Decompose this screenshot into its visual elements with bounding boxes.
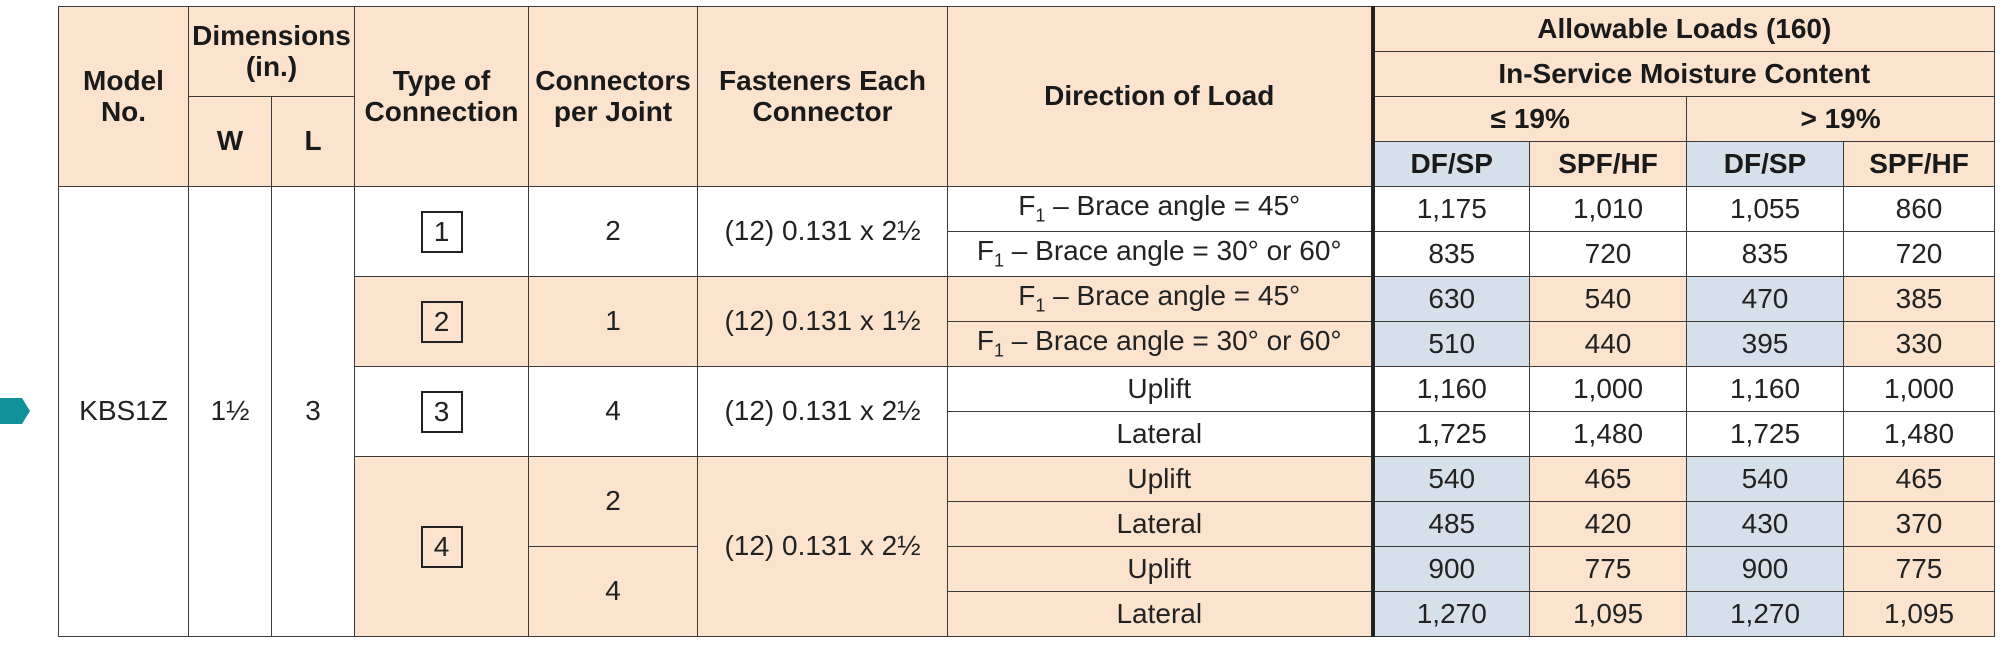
header-dimensions: Dimensions (in.) — [189, 7, 355, 97]
fasteners-cell: (12) 0.131 x 1½ — [698, 277, 948, 367]
direction-text: Uplift — [1127, 372, 1192, 404]
load-dfsp-le19: 1,725 — [1373, 412, 1530, 457]
direction-cell — [948, 457, 1373, 502]
header-allowable-loads: Allowable Loads (160) — [1373, 7, 1995, 52]
load-dfsp-gt19: 540 — [1687, 457, 1844, 502]
connection-type-box: 1 — [421, 211, 463, 253]
connection-type-cell — [355, 367, 529, 457]
load-spfhf-gt19: 775 — [1844, 547, 1995, 592]
load-dfsp-le19: 510 — [1373, 322, 1530, 367]
load-spfhf-gt19: 465 — [1844, 457, 1995, 502]
load-dfsp-gt19: 470 — [1687, 277, 1844, 322]
load-spfhf-gt19: 720 — [1844, 232, 1995, 277]
direction-cell — [948, 322, 1373, 367]
force-symbol: F — [1018, 280, 1036, 312]
load-dfsp-gt19: 900 — [1687, 547, 1844, 592]
header-spfhf-le19: SPF/HF — [1530, 142, 1687, 187]
connectors-cell: 2 — [529, 457, 698, 547]
table-row — [59, 187, 1995, 232]
direction-text: Lateral — [1116, 597, 1203, 629]
load-spfhf-le19: 440 — [1530, 322, 1687, 367]
direction-cell — [948, 367, 1373, 412]
header-w: W — [189, 97, 272, 187]
allowable-loads-table — [58, 6, 1995, 637]
force-subscript: 1 — [1035, 295, 1046, 316]
header-spfhf-gt19: SPF/HF — [1844, 142, 1995, 187]
direction-cell — [948, 592, 1373, 637]
header-l: L — [272, 97, 355, 187]
direction-text: – Brace angle = 45° — [1045, 280, 1301, 312]
direction-text: Lateral — [1116, 417, 1203, 449]
force-subscript: 1 — [994, 250, 1005, 271]
load-dfsp-le19: 1,160 — [1373, 367, 1530, 412]
load-spfhf-gt19: 1,095 — [1844, 592, 1995, 637]
load-spfhf-gt19: 1,000 — [1844, 367, 1995, 412]
connection-type-cell — [355, 277, 529, 367]
force-symbol: F — [976, 235, 994, 267]
connectors-cell: 4 — [529, 367, 698, 457]
header-dfsp-le19: DF/SP — [1373, 142, 1530, 187]
load-spfhf-le19: 775 — [1530, 547, 1687, 592]
force-subscript: 1 — [994, 340, 1005, 361]
load-dfsp-le19: 485 — [1373, 502, 1530, 547]
connection-type-cell — [355, 457, 529, 637]
fasteners-cell: (12) 0.131 x 2½ — [698, 367, 948, 457]
connection-type-box: 3 — [421, 391, 463, 433]
length-cell: 3 — [272, 187, 355, 637]
load-spfhf-le19: 720 — [1530, 232, 1687, 277]
connectors-cell: 1 — [529, 277, 698, 367]
header-type-of-connection: Type of Connection — [355, 7, 529, 187]
model-cell: KBS1Z — [59, 187, 189, 637]
direction-cell — [948, 547, 1373, 592]
load-dfsp-gt19: 1,160 — [1687, 367, 1844, 412]
load-dfsp-le19: 900 — [1373, 547, 1530, 592]
fasteners-cell: (12) 0.131 x 2½ — [698, 187, 948, 277]
connection-type-box: 2 — [421, 301, 463, 343]
load-dfsp-gt19: 1,055 — [1687, 187, 1844, 232]
header-direction-of-load: Direction of Load — [948, 7, 1373, 187]
header-model: Model No. — [59, 7, 189, 187]
direction-cell — [948, 232, 1373, 277]
load-dfsp-gt19: 1,270 — [1687, 592, 1844, 637]
table-body — [59, 187, 1995, 637]
load-dfsp-le19: 540 — [1373, 457, 1530, 502]
header-connectors-per-joint: Connectors per Joint — [529, 7, 698, 187]
load-dfsp-le19: 630 — [1373, 277, 1530, 322]
load-spfhf-gt19: 1,480 — [1844, 412, 1995, 457]
direction-text: Lateral — [1116, 507, 1203, 539]
load-dfsp-gt19: 395 — [1687, 322, 1844, 367]
load-spfhf-gt19: 370 — [1844, 502, 1995, 547]
direction-text: Uplift — [1127, 552, 1192, 584]
fasteners-cell: (12) 0.131 x 2½ — [698, 457, 948, 637]
header-fasteners: Fasteners Each Connector — [698, 7, 948, 187]
force-symbol: F — [1018, 190, 1036, 222]
load-spfhf-gt19: 860 — [1844, 187, 1995, 232]
load-spfhf-gt19: 330 — [1844, 322, 1995, 367]
load-dfsp-le19: 1,175 — [1373, 187, 1530, 232]
direction-cell — [948, 187, 1373, 232]
load-spfhf-le19: 540 — [1530, 277, 1687, 322]
row-pointer-arrow-icon — [0, 396, 30, 426]
force-symbol: F — [976, 325, 994, 357]
load-dfsp-gt19: 1,725 — [1687, 412, 1844, 457]
load-dfsp-gt19: 430 — [1687, 502, 1844, 547]
direction-text: Uplift — [1127, 462, 1192, 494]
force-subscript: 1 — [1035, 205, 1046, 226]
connection-type-cell — [355, 187, 529, 277]
connection-type-box: 4 — [421, 526, 463, 568]
header-moisture-content: In-Service Moisture Content — [1373, 52, 1995, 97]
load-spfhf-gt19: 385 — [1844, 277, 1995, 322]
load-dfsp-le19: 835 — [1373, 232, 1530, 277]
header-gt-19: > 19% — [1687, 97, 1995, 142]
load-spfhf-le19: 420 — [1530, 502, 1687, 547]
direction-text: – Brace angle = 30° or 60° — [1004, 235, 1342, 267]
header-dfsp-gt19: DF/SP — [1687, 142, 1844, 187]
load-spfhf-le19: 1,095 — [1530, 592, 1687, 637]
width-cell: 1½ — [189, 187, 272, 637]
connectors-cell: 4 — [529, 547, 698, 637]
direction-text: – Brace angle = 45° — [1045, 190, 1301, 222]
header-le-19: ≤ 19% — [1373, 97, 1687, 142]
direction-cell — [948, 412, 1373, 457]
load-spfhf-le19: 1,010 — [1530, 187, 1687, 232]
connectors-cell: 2 — [529, 187, 698, 277]
load-spfhf-le19: 1,480 — [1530, 412, 1687, 457]
direction-cell — [948, 502, 1373, 547]
load-spfhf-le19: 1,000 — [1530, 367, 1687, 412]
load-dfsp-le19: 1,270 — [1373, 592, 1530, 637]
load-spfhf-le19: 465 — [1530, 457, 1687, 502]
direction-cell — [948, 277, 1373, 322]
load-dfsp-gt19: 835 — [1687, 232, 1844, 277]
direction-text: – Brace angle = 30° or 60° — [1004, 325, 1342, 357]
